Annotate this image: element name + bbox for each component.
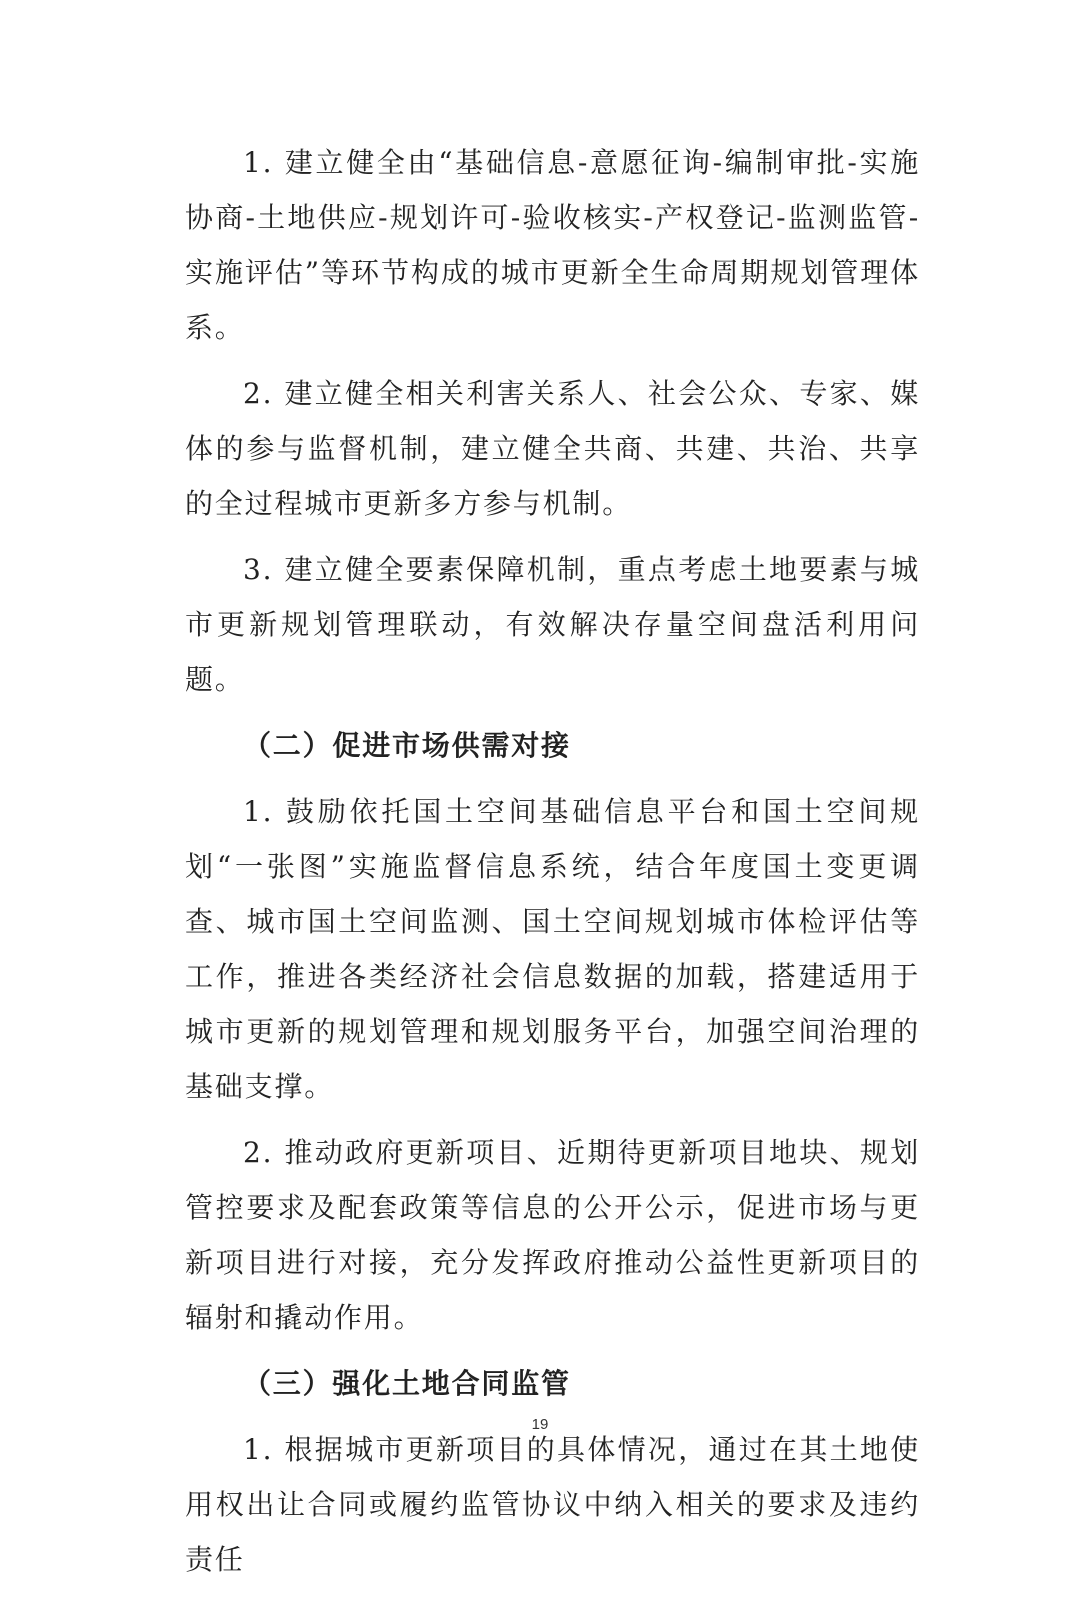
paragraph-factor-guarantee: 3. 建立健全要素保障机制，重点考虑土地要素与城市更新规划管理联动，有效解决存量空间盘活利用问题。: [185, 553, 920, 696]
paragraph-participation-mechanism: 2. 建立健全相关利害关系人、社会公众、专家、媒体的参与监督机制，建立健全共商、共建、共治、共享的全过程城市更新多方参与机制。: [185, 377, 920, 520]
paragraph-information-platform: 1. 鼓励依托国土空间基础信息平台和国土空间规划“一张图”实施监督信息系统，结合年度国土变更调查、城市国土空间监测、国土空间规划城市体检评估等工作，推进各类经济社会信息数据的加载，搭建适用于城市更新的规划管理和规划服务平台，加强空间治理的基础支撑。: [185, 795, 920, 1103]
document-body: [185, 135, 920, 1598]
page-number: 19: [531, 1416, 549, 1433]
paragraph-lifecycle-management: 1. 建立健全由“基础信息-意愿征询-编制审批-实施协商-土地供应-规划许可-验收核实-产权登记-监测监管-实施评估”等环节构成的城市更新全生命周期规划管理体系。: [185, 146, 920, 344]
section-heading-land-contract-supervision: （三）强化土地合同监管: [243, 1367, 571, 1400]
paragraph-project-disclosure: 2. 推动政府更新项目、近期待更新项目地块、规划管控要求及配套政策等信息的公开公示，促进市场与更新项目进行对接，充分发挥政府推动公益性更新项目的辐射和撬动作用。: [185, 1136, 920, 1334]
section-heading-market-supply-demand: （二）促进市场供需对接: [243, 729, 571, 762]
paragraph-contract-requirements: 1. 根据城市更新项目的具体情况，通过在其土地使用权出让合同或履约监管协议中纳入相关的要求及违约责任: [185, 1433, 920, 1576]
